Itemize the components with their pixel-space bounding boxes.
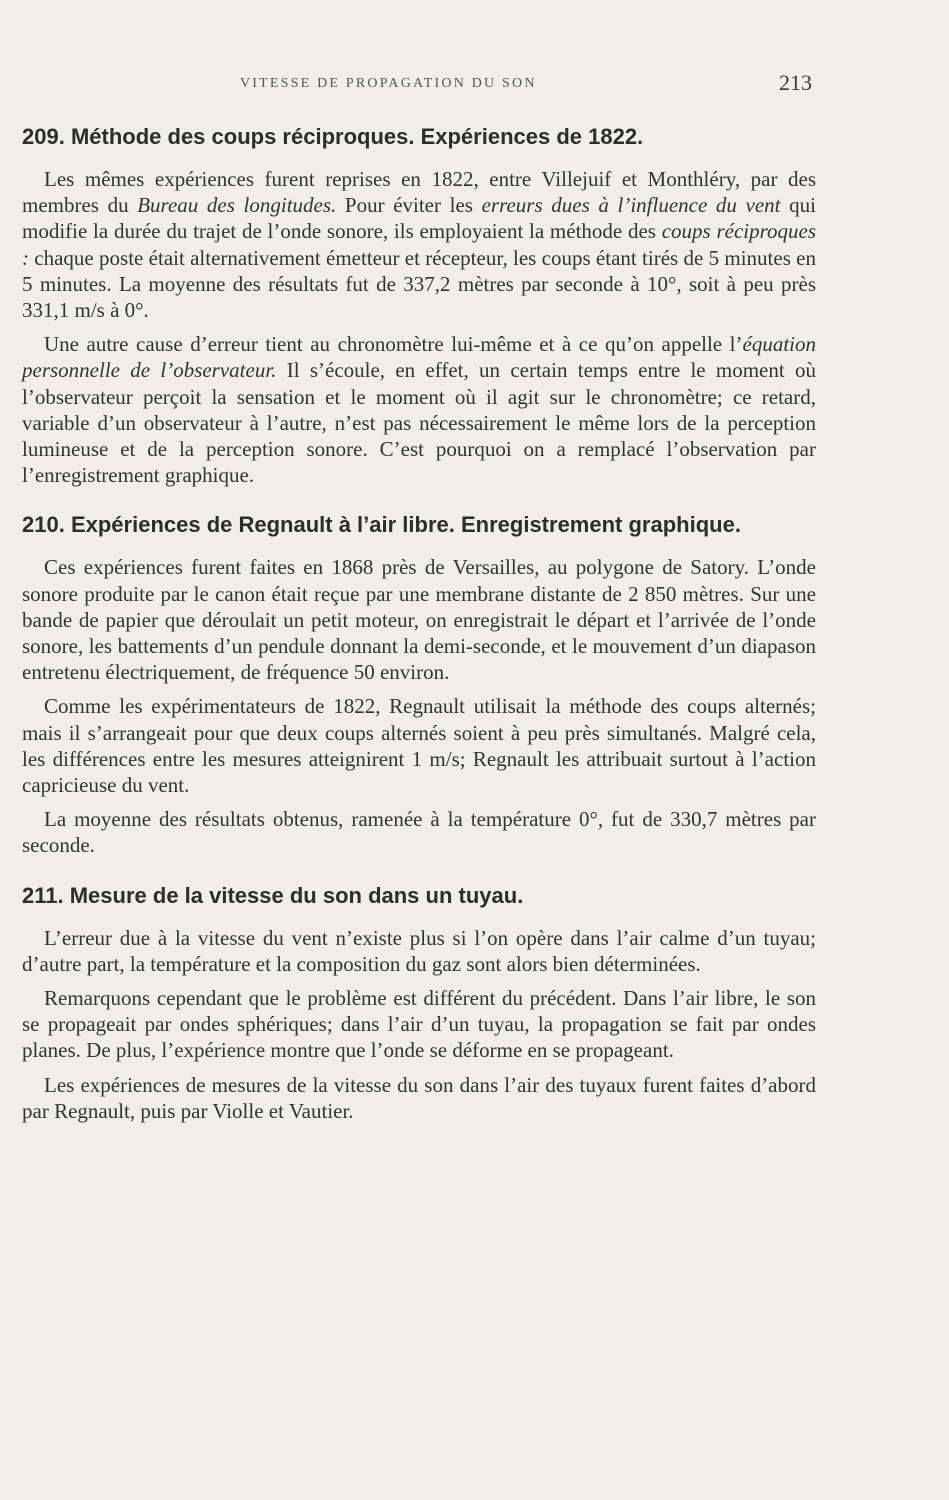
section-title: Méthode des coups réciproques. Expériences de 1822. [70, 124, 644, 149]
paragraph [22, 166, 816, 323]
paragraph: Les expériences de mesures de la vitesse du son dans l’air des tuyaux furent faites d’abord par Regnault, puis par Violle et Vautier. [22, 1072, 816, 1123]
text-run: Pour éviter les [336, 193, 482, 218]
text-run: chaque poste était alternativement émetteur et récepteur, les coups étant tirés de 5 minutes en 5 minutes. La moyenne des résultats fut de 337,2 mètres par seconde à 10°, soit à peu près 331,1 m/s à 0°. [22, 245, 816, 323]
section-heading [22, 881, 816, 911]
italic-text: erreurs dues à l’influence du vent [481, 193, 781, 218]
section-209 [22, 122, 816, 488]
section-number: 209. [22, 124, 65, 149]
text-run: Une autre cause d’erreur tient au chronomètre lui-même et à ce qu’on appelle l’ [44, 332, 743, 357]
paragraph: Remarquons cependant que le problème est différent du précédent. Dans l’air libre, le son se propageait par ondes sphériques; dans l’air d’un tuyau, la propagation se fait par ondes planes. De plus, l’expérience montre que l’onde se déforme en se propageant. [22, 986, 816, 1063]
text-run: Il s’écoule, en effet, un certain temps entre le moment où l’observateur perçoit la sensation et le moment où il agit sur le chronomètre; ce retard, variable d’un observateur à l’autre, n’est pas nécessairement le même lors de la perception lumineuse et de la perception sonore. C’est pourquoi on a remplacé l’observation par l’enregistrement graphique. [22, 358, 816, 488]
paragraph: L’erreur due à la vitesse du vent n’existe plus si l’on opère dans l’air calme d’un tuyau; d’autre part, la température et la composition du gaz sont alors bien déterminées. [22, 925, 816, 976]
running-title: VITESSE DE PROPAGATION DU SON [240, 76, 537, 91]
paragraph: Comme les expérimentateurs de 1822, Regnault utilisait la méthode des coups alternés; mais il s’arrangeait pour que deux coups alternés soient à peu près simultanés. Malgré cela, les différences entre les mesures atteignirent 1 m/s; Regnault les attribuait surtout à l’action capricieuse du vent. [22, 694, 816, 798]
italic-text: Bureau des longitudes. [137, 193, 337, 218]
paragraph: La moyenne des résultats obtenus, ramenée à la température 0°, fut de 330,7 mètres par seconde. [22, 807, 816, 858]
page-number: 213 [779, 70, 812, 95]
section-211 [22, 881, 816, 1124]
section-210 [22, 510, 816, 858]
section-heading [22, 510, 816, 540]
italic-text: coups réciproques : [22, 219, 816, 270]
page-body [22, 122, 816, 1146]
section-number: 210. [22, 512, 65, 538]
text-run: qui modifie la durée du trajet de l’onde sonore, ils employaient la méthode des [22, 193, 816, 244]
section-title: Mesure de la vitesse du son dans un tuyau. [69, 882, 524, 908]
text-run: Les mêmes expériences furent reprises en 1822, entre Villejuif et Monthléry, par des membres du [22, 167, 816, 218]
section-heading [22, 122, 816, 152]
paragraph: Ces expériences furent faites en 1868 près de Versailles, au polygone de Satory. L’onde sonore produite par le canon était reçue par une membrane distante de 2 850 mètres. Sur une bande de papier que déroulait un petit moteur, on enregistrait le départ et l’arrivée de l’onde sonore, les battements d’un pendule donnant la demi-seconde, et le mouvement d’un diapason entretenu électriquement, de fréquence 50 environ. [22, 555, 816, 685]
italic-text: équation personnelle de l’observateur. [22, 332, 816, 383]
section-number: 211. [22, 882, 64, 908]
paragraph [22, 331, 816, 488]
section-title: Expériences de Regnault à l’air libre. Enregistrement graphique. [70, 512, 741, 538]
